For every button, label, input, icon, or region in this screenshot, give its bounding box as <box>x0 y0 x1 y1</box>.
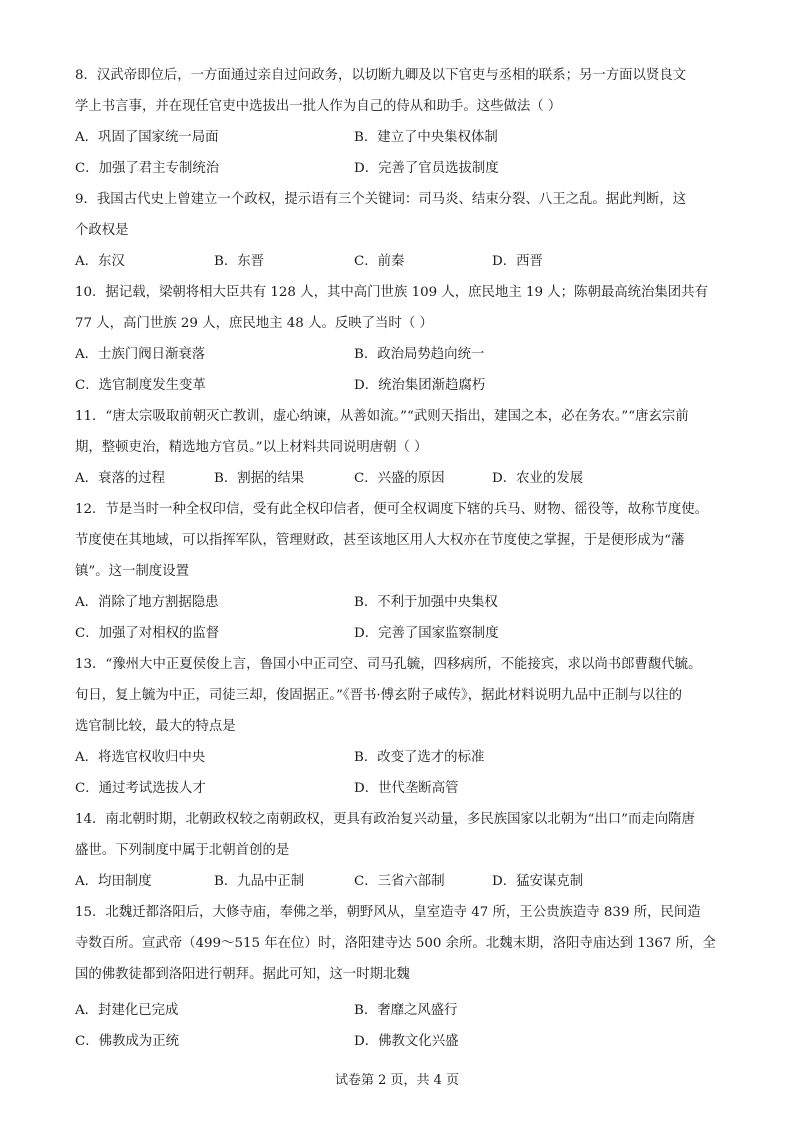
question-9-option-d: D．西晋 <box>492 254 543 269</box>
question-13-option-a: A．将选官权收归中央 <box>75 750 206 765</box>
question-12-option-a: A．消除了地方割据隐患 <box>75 595 219 610</box>
question-13-stem-line-2: 旬日，复上毓为中正，司徒三却，俊固据正。”《晋书·傅玄附子咸传》，据此材料说明九品中正制与以往的 <box>75 688 682 703</box>
question-12-option-b: B．不利于加强中央集权 <box>354 595 498 610</box>
question-9-option-a: A．东汉 <box>75 254 125 269</box>
question-15-option-d: D．佛教文化兴盛 <box>354 1034 459 1049</box>
question-9-stem-line-1: 9．我国古代史上曾建立一个政权，提示语有三个关键词：司马炎、结束分裂、八王之乱。据此判断，这 <box>75 192 687 207</box>
question-8-stem-line-2: 学上书言事，并在现任官吏中选拔出一批人作为自己的侍从和助手。这些做法（ ） <box>75 99 562 114</box>
question-14-stem-line-1: 14．南北朝时期，北朝政权较之南朝政权，更具有政治复兴动量，多民族国家以北朝为“出口”而走向隋唐 <box>75 812 695 827</box>
question-12-stem-line-3: 镇”。这一制度设置 <box>75 564 189 579</box>
question-14-option-d: D．猛安谋克制 <box>492 874 584 889</box>
question-14-option-a: A．均田制度 <box>75 874 152 889</box>
question-13-option-b: B．改变了选才的标准 <box>354 750 485 765</box>
question-10-option-b: B．政治局势趋向统一 <box>354 347 485 362</box>
question-12-option-c: C．加强了对相权的监督 <box>75 626 220 641</box>
question-10-stem-line-1: 10．据记载，梁朝将相大臣共有 128 人，其中高门世族 109 人，庶民地主 19 人；陈朝最高统治集团共有 <box>75 285 708 300</box>
question-8-option-a: A．巩固了国家统一局面 <box>75 130 219 145</box>
question-12-stem-line-2: 节度使在其地域，可以指挥军队，管理财政，甚至该地区用人大权亦在节度使之掌握，于是便形成为“藩 <box>75 533 685 548</box>
question-15-stem-line-3: 国的佛教徒都到洛阳进行朝拜。据此可知，这一时期北魏 <box>75 967 410 982</box>
question-10-option-c: C．选官制度发生变革 <box>75 378 206 393</box>
question-9-stem-line-2: 个政权是 <box>75 223 129 238</box>
question-11-option-c: C．兴盛的原因 <box>354 471 445 486</box>
question-10-option-a: A．士族门阀日渐衰落 <box>75 347 206 362</box>
question-15-stem-line-2: 寺数百所。宣武帝（499～515 年在位）时，洛阳建寺达 500 余所。北魏末期，洛阳寺庙达到 1367 所，全 <box>75 936 716 951</box>
question-13-option-c: C．通过考试选拔人才 <box>75 781 206 796</box>
question-9-option-b: B．东晋 <box>214 254 265 269</box>
question-15-stem-line-1: 15．北魏迁都洛阳后，大修寺庙，奉佛之举，朝野风从，皇室造寺 47 所，王公贵族造寺 839 所，民间造 <box>75 905 701 920</box>
question-13-stem-line-3: 选官制比较，最大的特点是 <box>75 719 236 734</box>
question-11-stem-line-1: 11．“唐太宗吸取前朝灭亡教训，虚心纳谏，从善如流。”“武则天指出，建国之本，必在务农。”“唐玄宗前 <box>75 409 689 424</box>
question-14-option-c: C．三省六部制 <box>354 874 445 889</box>
question-9-option-c: C．前秦 <box>354 254 405 269</box>
question-11-option-a: A．衰落的过程 <box>75 471 166 486</box>
question-8-option-c: C．加强了君主专制统治 <box>75 161 220 176</box>
question-8-option-b: B．建立了中央集权体制 <box>354 130 498 145</box>
question-11-option-b: B．割据的结果 <box>214 471 305 486</box>
question-13-option-d: D．世代垄断高管 <box>354 781 459 796</box>
question-12-stem-line-1: 12．节是当时一种全权印信，受有此全权印信者，便可全权调度下辖的兵马、财物、徭役等，故称节度使。 <box>75 502 709 517</box>
question-11-stem-line-2: 期，整顿吏治，精选地方官员。”以上材料共同说明唐朝（ ） <box>75 440 428 455</box>
question-12-option-d: D．完善了国家监察制度 <box>354 626 499 641</box>
question-13-stem-line-1: 13．“豫州大中正夏侯俊上言，鲁国小中正司空、司马孔毓，四移病所，不能接宾，求以尚书郎曹馥代毓。 <box>75 657 702 672</box>
question-10-option-d: D．统治集团渐趋腐朽 <box>354 378 486 393</box>
question-15-option-a: A．封建化已完成 <box>75 1003 179 1018</box>
page-footer: 试卷第 2 页，共 4 页 <box>334 1073 460 1088</box>
question-8-option-d: D．完善了官员选拔制度 <box>354 161 499 176</box>
question-11-option-d: D．农业的发展 <box>492 471 584 486</box>
question-15-option-b: B．奢靡之风盛行 <box>354 1003 458 1018</box>
question-8-stem-line-1: 8．汉武帝即位后，一方面通过亲自过问政务，以切断九卿及以下官吏与丞相的联系；另一方面以贤良文 <box>75 68 687 83</box>
question-10-stem-line-2: 77 人，高门世族 29 人，庶民地主 48 人。反映了当时（ ） <box>75 316 433 331</box>
question-14-option-b: B．九品中正制 <box>214 874 305 889</box>
question-15-option-c: C．佛教成为正统 <box>75 1034 179 1049</box>
question-14-stem-line-2: 盛世。下列制度中属于北朝首创的是 <box>75 843 290 858</box>
